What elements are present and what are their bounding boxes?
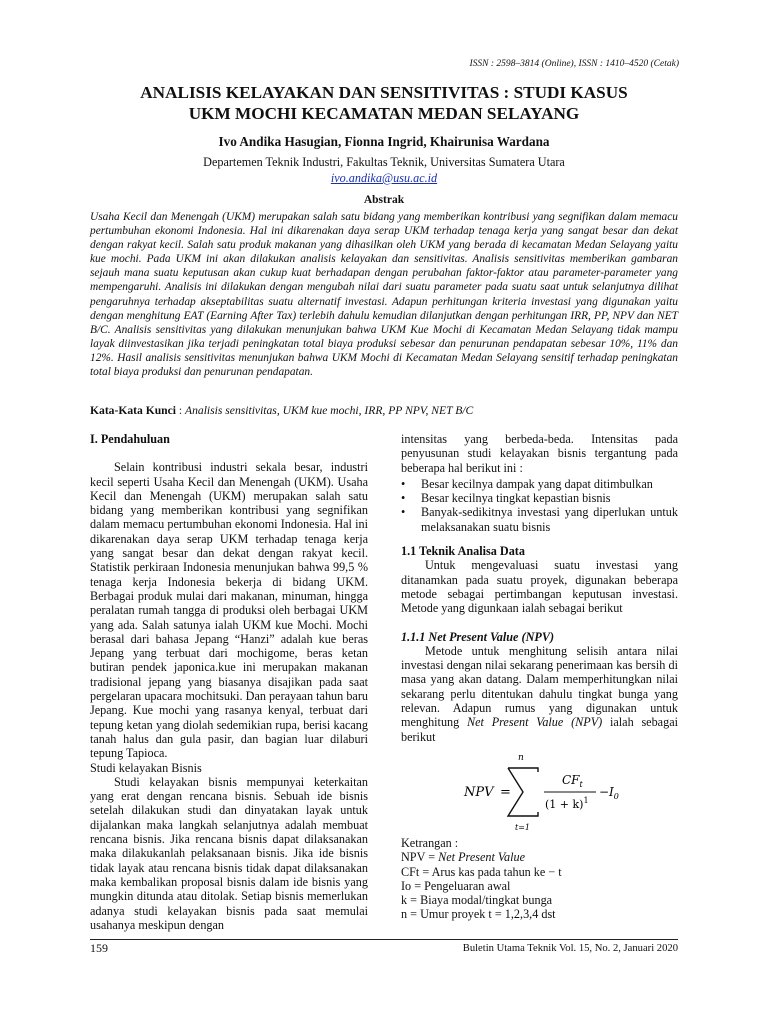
bullet-icon: • — [401, 491, 406, 506]
issn-header: ISSN : 2598–3814 (Online), ISSN : 1410–4520 (Cetak) — [469, 59, 679, 69]
affiliation-block — [80, 154, 688, 186]
left-column — [90, 432, 368, 932]
formula-sum-upper: n — [518, 752, 524, 763]
list-item: • Banyak-sedikitnya investasi yang diperlukan untuk melaksanakan suatu bisnis — [401, 505, 678, 534]
authors: Ivo Andika Hasugian, Fionna Ingrid, Khairunisa Wardana — [218, 134, 550, 149]
npv-paragraph: Metode untuk menghitung selisih antara nilai investasi dengan nilai sekarang penerimaan kas bersih di masa yang akan datang. Dalam memperhitungkan nilai sekarang perlu ditentukan dahulu tingkat bunga yang relevan. Adapun rumus yang digunakan untuk menghitung Net Present Value (NPV) ialah sebagai berikut — [401, 643, 678, 744]
studi-kelayakan-paragraph: Studi kelayakan bisnis mempunyai keterkaitan yang erat dengan rencana bisnis. Sebuah ide bisnis setelah dilakukan studi dan dinyatakan layak untuk dijalankan maka langkah selanjutnya adalah membuat rencana bisnis. Jika rencana bisnis dapat dilaksanakan maka dilakukanlah pelaksanaan bisnis. Jika ide bisnis tidak layak atau rencana bisnis tidak dapat dilaksanakan maka kembalikan proposal bisnis dalam ide bisnis yang mungkin ditunda atau ditolak. Setiap bisnis memerlukan adanya studi kelayakan bisnis pada saat memulai usahanya meskipun dengan — [90, 774, 368, 932]
keterangan-line: n = Umur proyek t = 1,2,3,4 dst — [401, 907, 556, 922]
keywords-separator: : — [176, 404, 186, 417]
formula-last-term: $I_0$ — [609, 784, 619, 801]
keterangan-line: CFt = Arus kas pada tahun ke − t — [401, 864, 562, 879]
summation-icon — [508, 768, 538, 816]
bullet-icon: • — [401, 505, 406, 520]
intro-paragraph: Selain kontribusi industri sekala besar, industri kecil seperti Usaha Kecil dan Menengah (UKM). Usaha Kecil dan Menengah (UKM) merupakan salah satu bidang yang memberikan kontribusi yang segnifikan dalam memacu pertumbuhan ekonomi Indonesia. Hal ini dikarenakan daya serap UKM terhadap tenaga kerja yang sangat besar dan dekat dengan rakyat kecil. Statistik perkiraan Indonesia menunjukan bahwa 99,5 % tenaga kerja Indonesia bekerja di bidang UKM. Berbagai produk mulai dari makanan, minuman, hingga peralatan rumah tangga di produksi oleh berbagai UKM yang ada. Salah satunya ialah UKM kue Mochi. Mochi berasal dari bahasa Jepang “Hanzi” adalah kue beras Jepang yang terbuat dari mochigome, beras ketan butiran pendek japonica.kue ini merupakan makanan tradisional jepang yang biasanya disajikan pada saat pergelaran upacara mochitsuki. Dan perayaan tahun baru Jepang. Kue mochi yang rasanya kenyal, terbuat dari tepung ketan yang diolah sedemikian rupa, berisi kacang tanah halus dan gula pasir, dan bagian luar dilaburi tepung Tapioca. — [90, 460, 368, 761]
bullet-icon: • — [401, 476, 406, 491]
formula-denominator: $(1 + k)^1$ — [545, 795, 589, 811]
formula-minus: − — [599, 784, 610, 799]
footer-divider — [90, 939, 678, 940]
paper-title — [80, 82, 688, 124]
teknik-analisa-paragraph: Untuk mengevaluasi suatu investasi yang ditanamkan pada suatu proyek, digunakan beberapa metode sebagai pertimbangan keputusan investasi. Metode yang digunkaan ialah sebagai berikut — [401, 558, 678, 616]
title-line-2: UKM MOCHI KECAMATAN MEDAN SELAYANG — [188, 104, 580, 123]
continuation-paragraph: intensitas yang berbeda-beda. Intensitas pada penyusunan studi kelayakan bisnis tergantung pada beberapa hal berikut ini : — [401, 432, 678, 475]
keterangan-line: Io = Pengeluaran awal — [401, 878, 511, 893]
keterangan-label: Ketrangan : — [401, 835, 459, 850]
section-heading-npv: 1.1.1 Net Present Value (NPV) — [401, 629, 555, 644]
abstract-text: Usaha Kecil dan Menengah (UKM) merupakan salah satu bidang yang memberikan kontribusi yang segnifikan dalam memacu pertumbuhan ekonomi Indonesia. Hal ini dikarenakan daya serap UKM terhadap tenaga kerja yang sangat besar dan dekat dengan rakyat kecil. Salah satu produk makanan yang dihasilkan oleh UKM yang berada di kecamatan Medan Selayang yaitu kue mochi. Pada UKM ini akan dilakukan analisis kelayakan dan sensitivitas. Analisis sensitivitas memberikan gambaran sejauh mana suatu keputusan akan cukup kuat berhadapan dengan perubahan faktor-faktor atau parameter-parameter yang mempengaruhi. Analisis ini dilakukan dengan mengubah nilai dari suatu parameter pada suatu saat untuk selanjutnya dilihat pengaruhnya terhadap akseptabilitas suatu alternatif investasi. Adapun perhitungan kriteria investasi yang digunakan yaitu dengan menghitung EAT (Earning After Tax) terlebih dahulu kemudian dilanjutkan dengan perhitungan IRR, PP, NPV dan NET B/C. Analisis sensitivitas yang dilakukan menunjukan bahwa UKM Kue Mochi di Kecamatan Medan Selayang tidak mampu layak diinvestasikan jika terjadi peningkatan total biaya produksi sebesar dan penurunan pendapatan sebesar 10%, 11% dan 12%. Hasil analisis sensitivitas menunjukan bahwa UKM Mochi di Kecamatan Medan Selayang sensitif terhadap peningkatan total biaya produksi dan penurunan pendapatan. — [90, 211, 678, 379]
keywords-label: Kata-Kata Kunci — [90, 404, 176, 417]
page-number: 159 — [90, 941, 108, 955]
email-link[interactable]: ivo.andika@usu.ac.id — [330, 171, 438, 185]
journal-footer: Buletin Utama Teknik Vol. 15, No. 2, Januari 2020 — [462, 943, 678, 954]
formula-lhs: NPV — [464, 784, 494, 800]
right-column — [401, 432, 678, 922]
affiliation: Departemen Teknik Industri, Fakultas Teknik, Universitas Sumatera Utara — [203, 155, 565, 169]
bullet-list — [401, 477, 678, 534]
subheading-studi-kelayakan: Studi kelayakan Bisnis — [90, 760, 202, 775]
npv-formula — [401, 750, 678, 832]
keterangan-line: k = Biaya modal/tingkat bunga — [401, 893, 553, 908]
formula-numerator: $CF_t$ — [562, 772, 583, 789]
section-heading-intro: I. Pendahuluan — [90, 432, 170, 446]
title-line-1: ANALISIS KELAYAKAN DAN SENSITIVITAS : STUDI KASUS — [140, 83, 628, 102]
keywords-value: Analisis sensitivitas, UKM kue mochi, IRR, PP NPV, NET B/C — [185, 404, 474, 417]
section-heading-teknik-analisa: 1.1 Teknik Analisa Data — [401, 544, 525, 559]
keterangan-line: NPV = Net Present Value — [401, 850, 526, 865]
keywords-line — [90, 404, 678, 417]
abstract-heading: Abstrak — [363, 194, 405, 206]
list-item: • Besar kecilnya dampak yang dapat ditimbulkan — [401, 476, 653, 491]
formula-sum-lower: t=1 — [515, 822, 531, 832]
formula-equals: = — [500, 784, 511, 800]
list-item: • Besar kecilnya tingkat kepastian bisnis — [401, 491, 611, 506]
